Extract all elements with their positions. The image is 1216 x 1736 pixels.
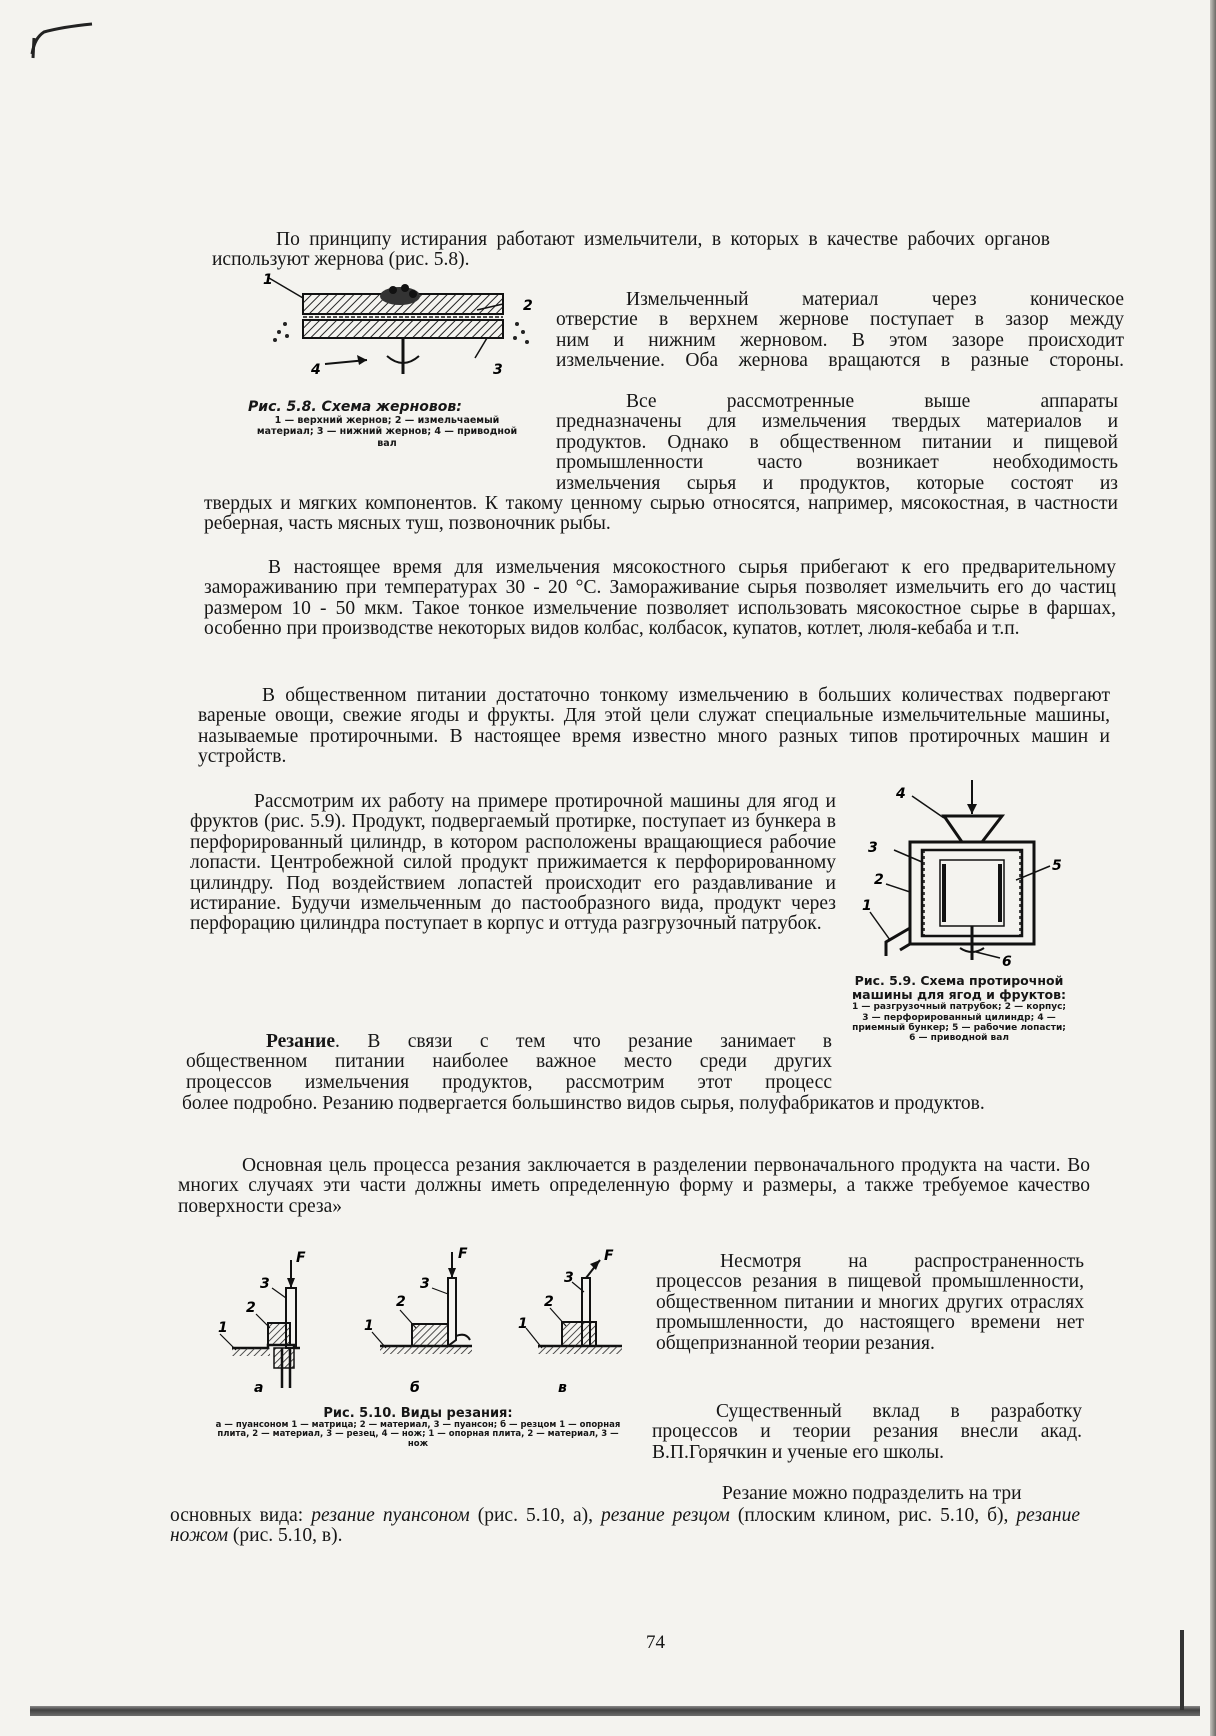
fig58-label-3: 3 <box>493 362 503 378</box>
page-number: 74 <box>646 1632 665 1653</box>
fig58-label-2: 2 <box>523 298 533 314</box>
fig59-caption-title: Рис. 5.9. Схема протирочной машины для ягод и фруктов: <box>851 973 1067 1002</box>
paragraph-7-rest: более подробно. Резанию подвергается большинство видов сырья, полуфабрикатов и продуктов. <box>182 1093 985 1114</box>
paragraph-11-head <box>652 1484 1082 1504</box>
fig510-caption-title: Рис. 5.10. Виды резания: <box>323 1406 513 1421</box>
paragraph-11 <box>170 1506 1080 1547</box>
p3-line-1: Все рассмотренные выше аппараты <box>626 391 1118 412</box>
fig510-sub-b: б <box>410 1380 420 1396</box>
fig59-label-5: 5 <box>1052 858 1062 874</box>
scan-right-mark <box>1180 1630 1184 1710</box>
p2-line-2: отверстие в верхнем жернове поступает в зазор между <box>556 309 1124 331</box>
fig58-label-4: 4 <box>311 362 321 378</box>
fig59-label-4: 4 <box>896 786 906 802</box>
p11-g: (рис. 5.10, в). <box>228 1525 343 1547</box>
p2-line-4: измельчение. Оба жернова вращаются в разные стороны. <box>556 350 1124 372</box>
fig510-a-label-2: 2 <box>246 1300 256 1316</box>
fig59-caption-text: 1 — разгрузочный патрубок; 2 — корпус; 3 — перфорированный цилиндр; 4 — приемный бункер; 5 — рабочие лопасти; 6 — приводной вал <box>851 1002 1067 1044</box>
fig510-c-label-2: 2 <box>544 1294 554 1310</box>
fig510-b-label-1: 1 <box>364 1318 374 1334</box>
p11-cutter: резание резцом <box>601 1505 730 1526</box>
figure-5-9-caption <box>850 975 1068 1044</box>
p3-line-2: предназначены для измельчения твердых материалов и <box>556 411 1118 433</box>
paragraph-4: В настоящее время для измельчения мясокостного сырья прибегают к его предварительному замораживанию при температурах 30 - 20 °С. Замораживание сырья позволяет измельчить его до частиц размером 10 - 50 мкм. Такое тонкое измельчение позволяет использовать мясокостное сырье в фаршах, особенно при производстве некоторых видов колбас, колбасок, купатов, котлет, люля-кебаба и т.п. <box>204 557 1116 640</box>
fig510-a-label-1: 1 <box>218 1320 228 1336</box>
paragraph-7-head <box>186 1032 832 1093</box>
p11-line-1: Резание можно подразделить на три <box>722 1483 1022 1504</box>
p7-title: Резание <box>266 1031 336 1052</box>
fig510-a-label-F: F <box>296 1250 306 1266</box>
fig510-c-label-F: F <box>604 1248 614 1264</box>
scan-right-edge <box>1210 0 1216 1736</box>
p7-line-1-text: . В связи с тем что резание занимает в <box>335 1031 832 1052</box>
p3-line-4: промышленности часто возникает необходимость <box>556 452 1118 474</box>
fig59-label-3: 3 <box>868 840 878 856</box>
fig510-caption-text: а — пуансоном 1 — матрица; 2 — материал, 3 — пуансон; б — резцом 1 — опорная плита, 2 — материал, 3 — резец, 4 — нож; 1 — опорная плита, 2 — материал, 3 — нож <box>215 1419 621 1450</box>
fig58-caption-title: Рис. 5.8. Схема жерновов: <box>248 399 462 415</box>
p11-c: (рис. 5.10, а), <box>469 1505 602 1526</box>
p7-line-1 <box>186 1032 832 1052</box>
p11-knife: резание ножом <box>170 1505 1080 1547</box>
fig510-b-label-2: 2 <box>396 1294 406 1310</box>
fig510-b-label-F: F <box>458 1246 468 1262</box>
fig510-sub-c: в <box>558 1380 567 1396</box>
fig510-sub-a: а <box>254 1380 264 1396</box>
p7-line-3: процессов измельчения продуктов, рассмотрим этот процесс <box>186 1071 832 1093</box>
fig510-c-label-3: 3 <box>564 1270 574 1286</box>
paragraph-1: По принципу истирания работают измельчители, в которых в качестве рабочих органов используют жернова (рис. 5.8). <box>212 229 1050 271</box>
fig510-c-label-1: 1 <box>518 1316 528 1332</box>
paragraph-3-rest: твердых и мягких компонентов. К такому ценному сырью относятся, например, мясокостная, в частности реберная, часть мясных туш, позвоночник рыбы. <box>204 493 1118 535</box>
p2-line-3: ним и нижним жерновом. В этом зазоре происходит <box>556 329 1124 351</box>
paragraph-9: Несмотря на распространенность процессов резания в пищевой промышленности, общественном питании и многих других отраслях промышленности, до настоящего времени нет общепризнанной теории резания. <box>656 1251 1084 1354</box>
figure-5-8-caption <box>248 399 526 449</box>
paragraph-5: В общественном питании достаточно тонкому измельчению в больших количествах подвергают вареные овощи, свежие ягоды и фрукты. Для этой цели служат специальные измельчительные машины, называемые протирочными. В настоящее время известно много разных типов протирочных машин и устройств. <box>198 685 1110 768</box>
p7-line-2: общественном питании наиболее важное место среди других <box>186 1051 832 1073</box>
p2-line-1: Измельченный материал через коническое <box>626 289 1124 310</box>
figure-5-10-caption <box>208 1408 628 1450</box>
p11-a: основных вида: <box>170 1505 312 1526</box>
paragraph-2 <box>556 290 1124 372</box>
paragraph-3-head <box>556 392 1118 494</box>
p11-punch: резание пуансоном <box>311 1505 470 1526</box>
p3-line-5: измельчения сырья и продуктов, которые состоят из <box>556 472 1118 494</box>
fig59-label-2: 2 <box>874 872 884 888</box>
fig510-b-label-3: 3 <box>420 1276 430 1292</box>
figure-5-8-millstones <box>255 274 545 394</box>
fig59-label-6: 6 <box>1002 954 1012 970</box>
fig510-a-label-3: 3 <box>260 1276 270 1292</box>
p3-line-3: продуктов. Однако в общественном питании и пищевой <box>556 431 1118 453</box>
figure-5-10-cutting-types <box>220 1248 640 1398</box>
scan-bottom-edge <box>30 1706 1200 1716</box>
paragraph-10: Существенный вклад в разработку процессов и теории резания внесли акад. В.П.Горячкин и ученые его школы. <box>652 1401 1082 1463</box>
paragraph-8: Основная цель процесса резания заключается в разделении первоначального продукта на части. Во многих случаях эти части должны иметь определенную форму и размеры, а также требуемое качество поверхности среза» <box>178 1155 1090 1217</box>
fig58-label-1: 1 <box>263 272 273 288</box>
figure-5-9-wiping-machine <box>840 780 1080 970</box>
scan-corner-mark <box>28 18 98 58</box>
fig59-label-1: 1 <box>862 898 872 914</box>
paragraph-6: Рассмотрим их работу на примере протирочной машины для ягод и фруктов (рис. 5.9). Продукт, подвергаемый протирке, поступает из бункера в перфорированный цилиндр, в котором расположены вращающиеся рабочие лопасти. Центробежной силой продукт прижимается к перфорированному цилиндру. Под воздействием лопастей происходит его раздавливание и истирание. Будучи измельченным до пастообразного вида, продукт через перфорацию цилиндра поступает в корпус и оттуда разгрузочный патрубок. <box>190 791 836 935</box>
p11-e: (плоским клином, рис. 5.10, б), <box>729 1505 1017 1526</box>
fig58-caption-text: 1 — верхний жернов; 2 — измельчаемый материал; 3 — нижний жернов; 4 — приводной вал <box>256 414 518 449</box>
